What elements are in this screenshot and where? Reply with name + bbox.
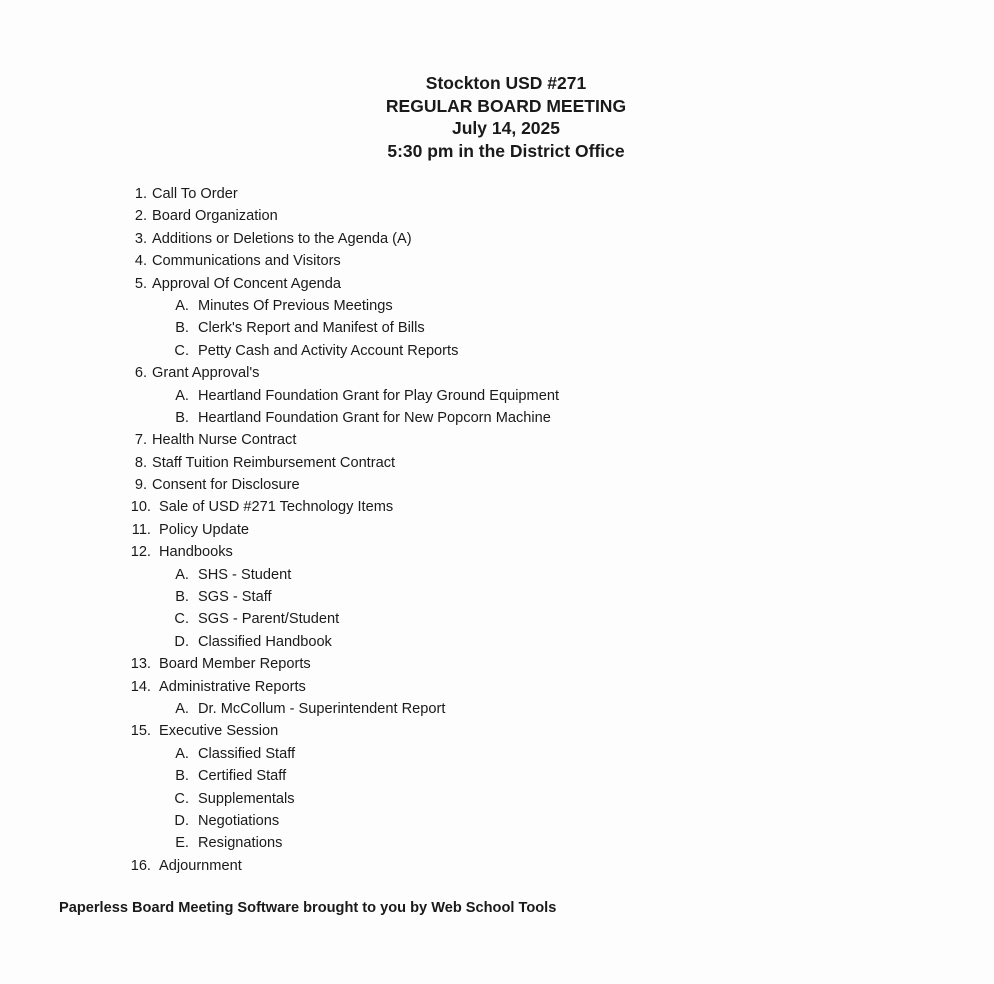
agenda-subitem-text: Heartland Foundation Grant for Play Ground Equipment (198, 387, 559, 404)
agenda-header (0, 72, 994, 162)
agenda-subitem (0, 564, 994, 586)
agenda-subitem-letter: A. (175, 745, 189, 762)
agenda-subitem-letter: E. (175, 835, 189, 852)
agenda-subitem-letter: B. (175, 409, 189, 426)
agenda-subitem-letter: C. (174, 790, 189, 807)
agenda-item-number: 2. (134, 208, 147, 225)
agenda-item-text: Executive Session (159, 723, 279, 740)
agenda-item-number: 3. (134, 230, 147, 247)
agenda-item-number: 4. (134, 253, 147, 270)
agenda-subitem (0, 385, 994, 407)
agenda-item (0, 496, 994, 518)
agenda-subitem (0, 407, 994, 429)
agenda-subitem-letter: A. (175, 700, 189, 717)
agenda-item (0, 676, 994, 698)
agenda-item (0, 273, 994, 295)
agenda-item-number: 11. (131, 521, 151, 538)
agenda-subitem-letter: A. (175, 387, 189, 404)
agenda-item-number: 6. (134, 365, 147, 382)
agenda-item (0, 183, 994, 205)
agenda-item-text: Administrative Reports (159, 678, 306, 695)
agenda-item (0, 452, 994, 474)
agenda-subitem-letter: B. (175, 320, 189, 337)
agenda-subitem-letter: A. (175, 297, 189, 314)
agenda-item-text: Grant Approval's (152, 365, 260, 382)
agenda-item-text: Sale of USD #271 Technology Items (159, 499, 394, 516)
agenda-item-text: Handbooks (159, 544, 233, 561)
agenda-item (0, 250, 994, 272)
agenda-item-text: Policy Update (159, 521, 250, 538)
meeting-type: REGULAR BOARD MEETING (385, 95, 627, 116)
agenda-subitem-text: Petty Cash and Activity Account Reports (198, 342, 459, 359)
agenda-item-number: 7. (134, 432, 147, 449)
agenda-item (0, 362, 994, 384)
agenda-subitem (0, 340, 994, 362)
agenda-item-text: Board Member Reports (159, 656, 311, 673)
agenda-subitem-letter: C. (174, 342, 189, 359)
agenda-item-text: Staff Tuition Reimbursement Contract (152, 454, 396, 471)
agenda-item-number: 9. (134, 477, 147, 494)
agenda-item-number: 13. (130, 656, 151, 673)
agenda-subitem-text: Certified Staff (198, 768, 287, 785)
agenda-subitem-text: Classified Handbook (198, 633, 332, 650)
agenda-subitem (0, 608, 994, 630)
agenda-subitem-text: Classified Staff (198, 745, 296, 762)
agenda-item-number: 14. (130, 678, 151, 695)
agenda-item (0, 205, 994, 227)
agenda-item-text: Board Organization (152, 208, 278, 225)
agenda-subitem-text: Negotiations (198, 812, 280, 829)
agenda-subitem-letter: B. (175, 589, 189, 606)
agenda-subitem-text: SGS - Parent/Student (198, 611, 340, 628)
agenda-item (0, 429, 994, 451)
agenda-subitem (0, 788, 994, 810)
agenda-item (0, 855, 994, 877)
agenda-subitem-text: Minutes Of Previous Meetings (198, 297, 393, 314)
agenda-subitem-text: Heartland Foundation Grant for New Popcorn Machine (198, 409, 551, 426)
agenda-subitem (0, 743, 994, 765)
agenda-subitem-text: Resignations (198, 835, 283, 852)
agenda-item-number: 16. (130, 857, 151, 874)
agenda-subitem-text: SHS - Student (198, 566, 292, 583)
agenda-item (0, 228, 994, 250)
meeting-time-location: 5:30 pm in the District Office (387, 140, 625, 161)
agenda-item-text: Approval Of Concent Agenda (152, 275, 342, 292)
agenda-item (0, 720, 994, 742)
agenda-subitem-text: Dr. McCollum - Superintendent Report (198, 700, 446, 717)
agenda-subitem-text: Clerk's Report and Manifest of Bills (198, 320, 425, 337)
agenda-item-number: 5. (134, 275, 147, 292)
agenda-subitem-letter: C. (174, 611, 189, 628)
agenda-subitem-letter: D. (174, 812, 189, 829)
agenda-subitem-letter: A. (175, 566, 189, 583)
agenda-item-text: Call To Order (152, 186, 238, 202)
district-name: Stockton USD #271 (425, 73, 587, 93)
agenda-subitem (0, 631, 994, 653)
agenda-subitem (0, 295, 994, 317)
agenda-subitem-text: Supplementals (198, 790, 295, 807)
agenda-item (0, 519, 994, 541)
agenda-subitem (0, 698, 994, 720)
agenda-item (0, 541, 994, 563)
agenda-subitem (0, 317, 994, 339)
agenda-item-number: 1. (134, 186, 147, 202)
agenda-subitem-letter: D. (174, 633, 189, 650)
agenda-item-text: Health Nurse Contract (152, 432, 297, 449)
agenda-item (0, 474, 994, 496)
agenda-item (0, 653, 994, 675)
agenda-list (0, 183, 994, 877)
agenda-subitem-letter: B. (175, 768, 189, 785)
agenda-item-number: 10. (130, 499, 151, 516)
agenda-subitem (0, 765, 994, 787)
agenda-item-number: 8. (134, 454, 147, 471)
agenda-subitem-text: SGS - Staff (198, 589, 272, 606)
agenda-item-number: 15. (130, 723, 151, 740)
agenda-subitem (0, 810, 994, 832)
footer-credit: Paperless Board Meeting Software brought to you by Web School Tools (59, 900, 557, 916)
agenda-item-number: 12. (130, 544, 151, 561)
agenda-item-text: Adjournment (159, 857, 242, 874)
agenda-subitem (0, 832, 994, 854)
meeting-date: July 14, 2025 (452, 118, 560, 139)
agenda-item-text: Additions or Deletions to the Agenda (A) (152, 230, 412, 247)
agenda-subitem (0, 586, 994, 608)
agenda-item-text: Communications and Visitors (152, 253, 341, 270)
agenda-item-text: Consent for Disclosure (152, 477, 300, 494)
